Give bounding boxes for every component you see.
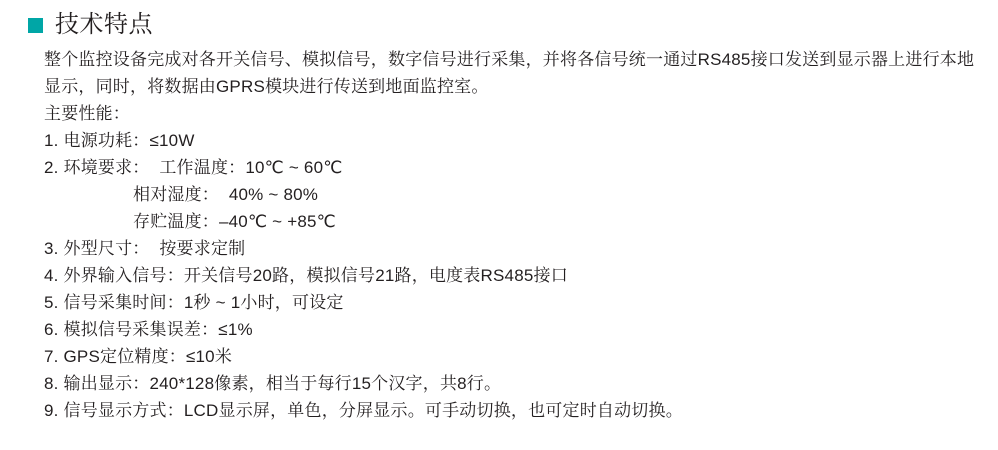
- section-heading: [0, 10, 998, 40]
- specs-list-continued: [44, 235, 978, 424]
- specs-subtitle: 主要性能：: [44, 104, 130, 123]
- env-humidity-line: 相对湿度： 40% ~ 80%: [133, 185, 319, 204]
- list-item: 9. 信号显示方式：LCD显示屏，单色，分屏显示。可手动切换，也可定时自动切换。: [44, 401, 683, 420]
- list-item: 2. 环境要求： 工作温度：10℃ ~ 60℃: [44, 158, 343, 177]
- specs-list: [44, 127, 978, 181]
- list-item: 5. 信号采集时间：1秒 ~ 1小时，可设定: [44, 293, 344, 312]
- list-item: 8. 输出显示：240*128像素，相当于每行15个汉字，共8行。: [44, 374, 502, 393]
- list-item: 6. 模拟信号采集误差：≤1%: [44, 320, 253, 339]
- env-storage-temp-line: 存贮温度：–40℃ ~ +85℃: [133, 212, 336, 231]
- list-item: 1. 电源功耗：≤10W: [44, 131, 195, 150]
- intro-paragraph: 整个监控设备完成对各开关信号、模拟信号，数字信号进行采集，并将各信号统一通过RS485接口发送到显示器上进行本地显示，同时，将数据由GPRS模块进行传送到地面监控室。: [44, 50, 975, 96]
- page-title: 技术特点: [55, 11, 153, 38]
- list-item: 7. GPS定位精度：≤10米: [44, 347, 233, 366]
- list-item: 3. 外型尺寸： 按要求定制: [44, 239, 246, 258]
- heading-bullet-icon: [28, 18, 43, 33]
- body-content: [0, 46, 998, 424]
- list-item: 4. 外界输入信号：开关信号20路，模拟信号21路，电度表RS485接口: [44, 266, 568, 285]
